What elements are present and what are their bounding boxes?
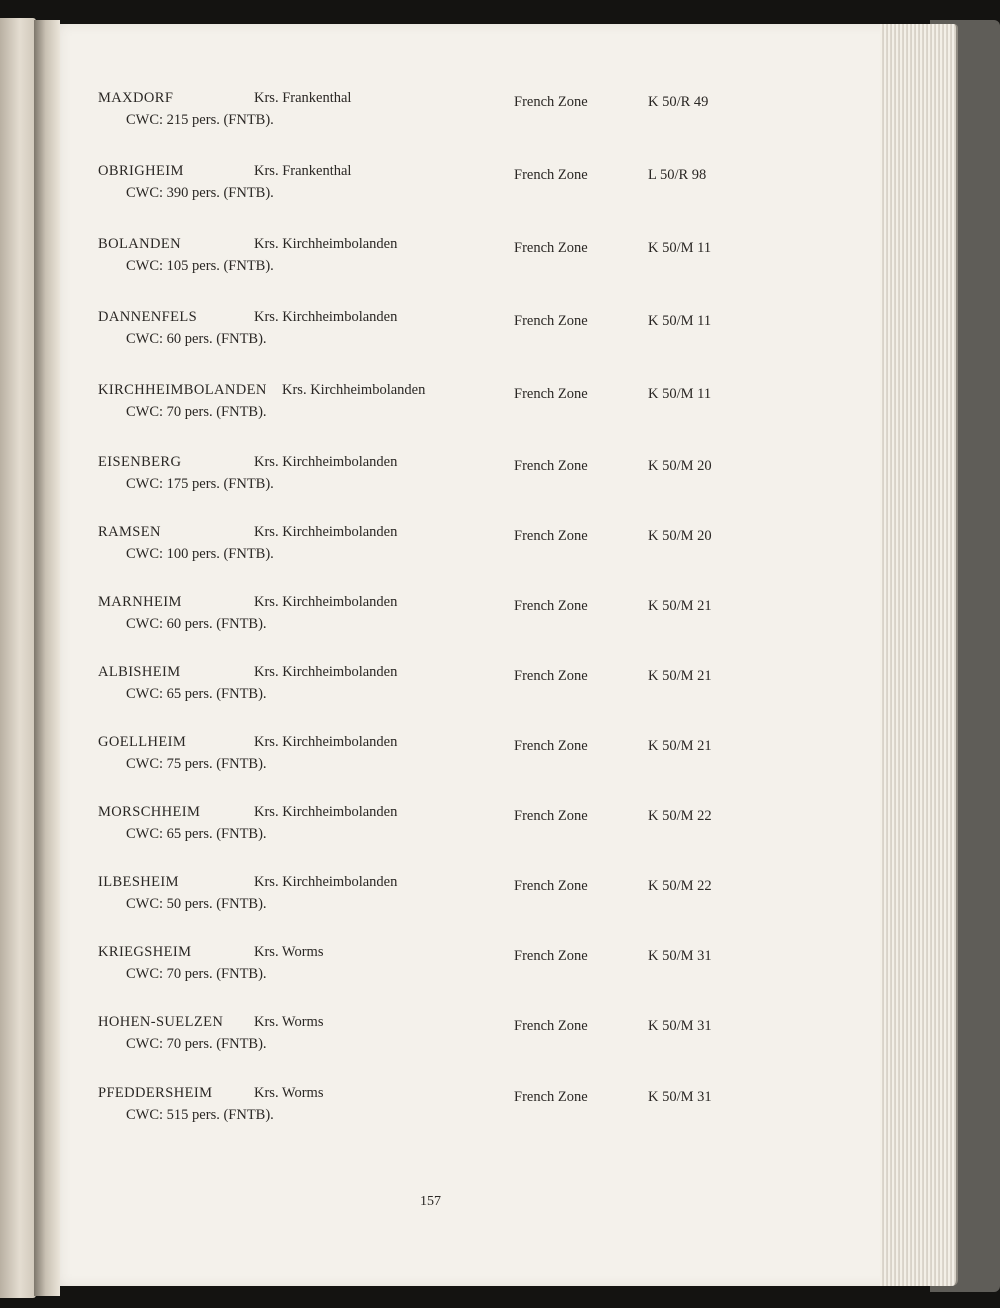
place-name: RAMSEN [98,524,161,540]
entry [42,454,880,514]
cwc-line: CWC: 215 pers. (FNTB). [126,112,274,128]
place-name: HOHEN-SUELZEN [98,1014,224,1030]
place-name: GOELLHEIM [98,734,187,750]
book-page [42,24,880,1286]
entry [42,804,880,864]
cwc-line: CWC: 105 pers. (FNTB). [126,258,274,274]
grid-reference: K 50/M 31 [648,1089,712,1105]
entry [42,734,880,794]
entry [42,1085,880,1145]
grid-reference: K 50/M 22 [648,808,712,824]
place-name: OBRIGHEIM [98,163,184,179]
entry [42,524,880,584]
district-name: Krs. Kirchheimbolanden [254,874,398,890]
cwc-line: CWC: 65 pers. (FNTB). [126,686,267,702]
district-name: Krs. Kirchheimbolanden [254,804,398,820]
cwc-line: CWC: 70 pers. (FNTB). [126,1036,267,1052]
grid-reference: K 50/M 22 [648,878,712,894]
district-name: Krs. Kirchheimbolanden [254,309,398,325]
cwc-line: CWC: 100 pers. (FNTB). [126,546,274,562]
entry [42,1014,880,1074]
zone-label: French Zone [514,240,588,256]
entry [42,236,880,296]
entry [42,874,880,934]
zone-label: French Zone [514,94,588,110]
entry [42,309,880,369]
grid-reference: K 50/M 11 [648,313,712,329]
book-gutter [34,20,60,1296]
cwc-line: CWC: 70 pers. (FNTB). [126,966,267,982]
grid-reference: K 50/M 11 [648,240,712,256]
left-page-edge [0,18,36,1298]
district-name: Krs. Kirchheimbolanden [254,594,398,610]
cwc-line: CWC: 60 pers. (FNTB). [126,331,267,347]
zone-label: French Zone [514,808,588,824]
cwc-line: CWC: 70 pers. (FNTB). [126,404,267,420]
cwc-line: CWC: 75 pers. (FNTB). [126,756,267,772]
place-name: ILBESHEIM [98,874,179,890]
entry [42,90,880,150]
grid-reference: K 50/M 21 [648,668,712,684]
cwc-line: CWC: 390 pers. (FNTB). [126,185,274,201]
entry [42,944,880,1004]
grid-reference: K 50/M 11 [648,386,712,402]
grid-reference: K 50/M 20 [648,458,712,474]
place-name: KIRCHHEIMBOLANDEN [98,382,267,398]
grid-reference: K 50/M 31 [648,1018,712,1034]
district-name: Krs. Worms [254,1085,324,1101]
district-name: Krs. Kirchheimbolanden [282,382,426,398]
grid-reference: K 50/M 21 [648,598,712,614]
district-name: Krs. Frankenthal [254,163,352,179]
entry [42,664,880,724]
zone-label: French Zone [514,948,588,964]
district-name: Krs. Worms [254,944,324,960]
place-name: MARNHEIM [98,594,182,610]
entry [42,382,880,442]
zone-label: French Zone [514,313,588,329]
grid-reference: L 50/R 98 [648,167,707,183]
place-name: PFEDDERSHEIM [98,1085,213,1101]
cwc-line: CWC: 50 pers. (FNTB). [126,896,267,912]
zone-label: French Zone [514,668,588,684]
district-name: Krs. Worms [254,1014,324,1030]
place-name: MORSCHHEIM [98,804,201,820]
district-name: Krs. Kirchheimbolanden [254,236,398,252]
zone-label: French Zone [514,167,588,183]
district-name: Krs. Kirchheimbolanden [254,734,398,750]
zone-label: French Zone [514,878,588,894]
zone-label: French Zone [514,1089,588,1105]
cwc-line: CWC: 175 pers. (FNTB). [126,476,274,492]
zone-label: French Zone [514,528,588,544]
zone-label: French Zone [514,386,588,402]
zone-label: French Zone [514,458,588,474]
zone-label: French Zone [514,598,588,614]
grid-reference: K 50/R 49 [648,94,709,110]
place-name: KRIEGSHEIM [98,944,192,960]
district-name: Krs. Kirchheimbolanden [254,454,398,470]
entry [42,163,880,223]
place-name: BOLANDEN [98,236,181,252]
zone-label: French Zone [514,738,588,754]
district-name: Krs. Kirchheimbolanden [254,664,398,680]
page-edges [872,24,958,1286]
page-number: 157 [420,1194,441,1209]
entry [42,594,880,654]
place-name: MAXDORF [98,90,174,106]
district-name: Krs. Frankenthal [254,90,352,106]
grid-reference: K 50/M 20 [648,528,712,544]
cwc-line: CWC: 65 pers. (FNTB). [126,826,267,842]
grid-reference: K 50/M 21 [648,738,712,754]
district-name: Krs. Kirchheimbolanden [254,524,398,540]
grid-reference: K 50/M 31 [648,948,712,964]
cwc-line: CWC: 60 pers. (FNTB). [126,616,267,632]
place-name: EISENBERG [98,454,182,470]
place-name: DANNENFELS [98,309,198,325]
cwc-line: CWC: 515 pers. (FNTB). [126,1107,274,1123]
place-name: ALBISHEIM [98,664,181,680]
zone-label: French Zone [514,1018,588,1034]
